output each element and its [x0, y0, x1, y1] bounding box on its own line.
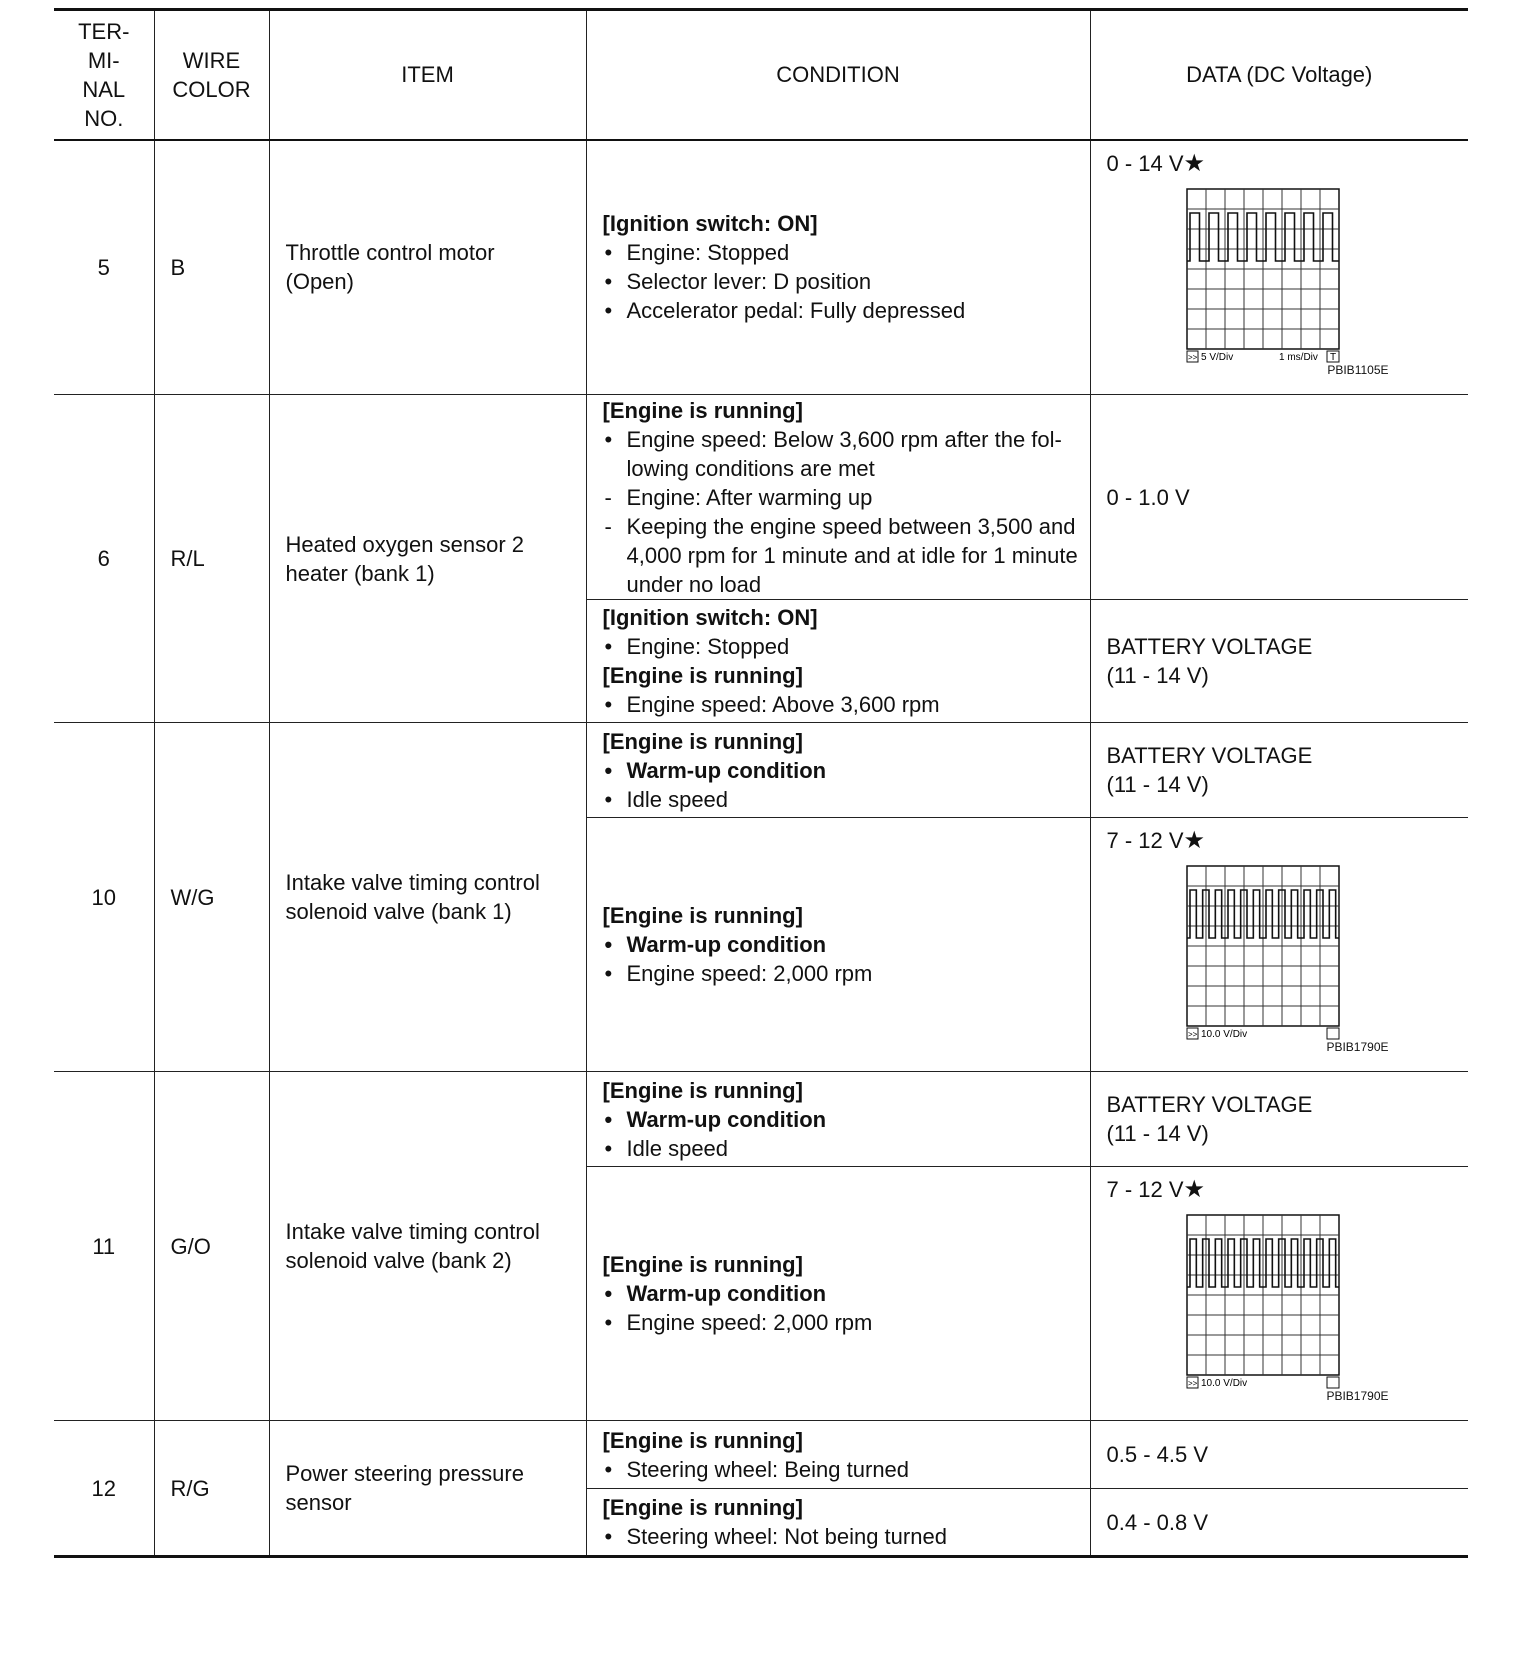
wire-color: R/G [154, 1421, 269, 1557]
condition-header: [Engine is running] [602, 903, 803, 928]
scope-vertical-scale: 10.0 V/Div [1200, 1029, 1247, 1040]
data-cell [1090, 1421, 1468, 1489]
data-cell [1090, 723, 1468, 818]
condition-header: [Engine is running] [602, 663, 803, 688]
terminal-number: 5 [54, 140, 154, 395]
item-line: heater (bank 1) [285, 560, 435, 586]
item-name [269, 395, 586, 723]
condition-header: [Engine is running] [602, 1495, 803, 1520]
data-value-range: (11 - 14 V) [1106, 663, 1209, 688]
item-line: Intake valve timing control [285, 870, 540, 895]
table-row [54, 1072, 1468, 1167]
data-value-range: (11 - 14 V) [1106, 1121, 1209, 1146]
condition-item: - Engine: After warming up [603, 483, 1084, 512]
scope-marker-glyph: >> [1187, 1030, 1197, 1039]
condition-item: • Engine speed: Below 3,600 rpm after the fol-lowing conditions are met [603, 425, 1084, 483]
item-line: Intake valve timing control [285, 1219, 540, 1244]
table-row [54, 395, 1468, 600]
scope-marker-glyph: >> [1187, 352, 1197, 362]
item-name [269, 723, 586, 1072]
figure-code: PBIB1790E [1326, 1040, 1389, 1054]
oscilloscope-waveform [1107, 865, 1427, 1040]
condition-item: • Warm-up condition [603, 1105, 1084, 1134]
figure-code: PBIB1105E [1327, 362, 1389, 377]
condition-list [603, 632, 1084, 661]
oscilloscope-waveform [1107, 1214, 1427, 1389]
oscilloscope-waveform [1107, 188, 1427, 363]
condition-cell [586, 1421, 1090, 1489]
scope-vertical-scale: 10.0 V/Div [1200, 1378, 1247, 1389]
condition-item: • Engine: Stopped [603, 238, 1084, 267]
item-line: solenoid valve (bank 2) [285, 1248, 512, 1273]
condition-list [603, 690, 1084, 719]
data-value-range: (11 - 14 V) [1106, 772, 1209, 797]
condition-list [603, 1455, 1084, 1484]
condition-header: [Ignition switch: ON] [602, 605, 818, 630]
scope-vertical-scale: 5 V/Div [1200, 351, 1233, 363]
condition-header: [Ignition switch: ON] [602, 211, 818, 237]
condition-item: • Engine speed: Above 3,600 rpm [603, 690, 1084, 719]
wire-color: B [154, 140, 269, 395]
data-cell [1090, 600, 1468, 723]
figure-code: PBIB1790E [1326, 1389, 1389, 1403]
item-name [269, 1421, 586, 1557]
item-line: Heated oxygen sensor 2 [285, 531, 524, 557]
data-cell [1090, 1072, 1468, 1167]
condition-list [603, 1105, 1084, 1163]
condition-item: • Idle speed [603, 1134, 1084, 1163]
data-cell [1090, 1489, 1468, 1557]
condition-list [603, 238, 1084, 325]
condition-cell [586, 818, 1090, 1072]
table-row [54, 1421, 1468, 1489]
condition-cell [586, 1489, 1090, 1557]
condition-header: [Engine is running] [602, 728, 803, 754]
item-line: (Open) [285, 269, 354, 295]
scope-time-scale: 1 ms/Div [1278, 351, 1318, 363]
terminal-data-table [54, 8, 1468, 1558]
star-icon: ★ [1183, 1176, 1206, 1203]
condition-list [603, 930, 1084, 988]
data-value: 0 - 14 V★ [1106, 149, 1206, 177]
data-value: BATTERY VOLTAGE [1106, 743, 1313, 768]
data-value: 7 - 12 V★ [1106, 827, 1206, 854]
condition-header: [Engine is running] [602, 1427, 803, 1453]
condition-item: • Steering wheel: Being turned [603, 1455, 1084, 1484]
wire-color: W/G [154, 723, 269, 1072]
item-line: solenoid valve (bank 1) [285, 899, 512, 924]
header-item: ITEM [269, 10, 586, 140]
condition-item: - Keeping the engine speed between 3,500 and 4,000 rpm for 1 minute and at idle for 1 minute under no load [603, 512, 1084, 599]
table-row [54, 140, 1468, 395]
data-value: BATTERY VOLTAGE [1106, 634, 1313, 659]
star-icon: ★ [1183, 149, 1206, 177]
header-data: DATA (DC Voltage) [1090, 10, 1468, 140]
condition-list [603, 1522, 1084, 1551]
oscilloscope-figure [1107, 188, 1427, 377]
header-wire-color: WIRE COLOR [154, 10, 269, 140]
scope-trigger-label: T [1329, 351, 1336, 363]
item-line: Power steering pressure [285, 1461, 524, 1486]
data-value: 7 - 12 V★ [1106, 1176, 1206, 1203]
header-condition: CONDITION [586, 10, 1090, 140]
oscilloscope-figure [1107, 865, 1427, 1054]
condition-cell [586, 1167, 1090, 1421]
condition-cell [586, 1072, 1090, 1167]
condition-item: • Engine: Stopped [603, 632, 1084, 661]
condition-cell [586, 395, 1090, 600]
data-cell [1090, 1167, 1468, 1421]
condition-cell [586, 600, 1090, 723]
condition-list [603, 756, 1084, 814]
condition-item: • Accelerator pedal: Fully depressed [603, 296, 1084, 325]
condition-item: • Idle speed [603, 785, 1084, 814]
condition-item: • Engine speed: 2,000 rpm [603, 1308, 1084, 1337]
terminal-number: 6 [54, 395, 154, 723]
wire-color: G/O [154, 1072, 269, 1421]
condition-list [603, 425, 1084, 599]
table-row [54, 723, 1468, 818]
data-value: 0.4 - 0.8 V [1106, 1509, 1209, 1535]
item-line: Throttle control motor [285, 240, 495, 266]
condition-item: • Engine speed: 2,000 rpm [603, 959, 1084, 988]
item-line: sensor [285, 1490, 352, 1515]
header-terminal: TER- MI- NAL NO. [54, 10, 154, 140]
condition-item: • Steering wheel: Not being turned [603, 1522, 1084, 1551]
data-cell [1090, 140, 1468, 395]
scope-marker-glyph: >> [1187, 1379, 1197, 1388]
condition-item: • Selector lever: D position [603, 267, 1084, 296]
data-value: 0 - 1.0 V [1106, 484, 1190, 510]
condition-header: [Engine is running] [602, 1077, 803, 1103]
data-value: 0.5 - 4.5 V [1106, 1442, 1209, 1467]
item-name [269, 1072, 586, 1421]
condition-cell [586, 140, 1090, 395]
wire-color: R/L [154, 395, 269, 723]
condition-item: • Warm-up condition [603, 930, 1084, 959]
data-value: BATTERY VOLTAGE [1106, 1092, 1313, 1117]
terminal-number: 10 [54, 723, 154, 1072]
condition-list [603, 1279, 1084, 1337]
star-icon: ★ [1183, 827, 1206, 854]
terminal-number: 12 [54, 1421, 154, 1557]
terminal-number: 11 [54, 1072, 154, 1421]
item-name [269, 140, 586, 395]
condition-cell [586, 723, 1090, 818]
header-row [54, 10, 1468, 140]
oscilloscope-figure [1107, 1214, 1427, 1403]
data-cell [1090, 395, 1468, 600]
condition-header: [Engine is running] [602, 397, 803, 423]
condition-item: • Warm-up condition [603, 1279, 1084, 1308]
condition-header: [Engine is running] [602, 1252, 803, 1277]
condition-item: • Warm-up condition [603, 756, 1084, 785]
data-cell [1090, 818, 1468, 1072]
